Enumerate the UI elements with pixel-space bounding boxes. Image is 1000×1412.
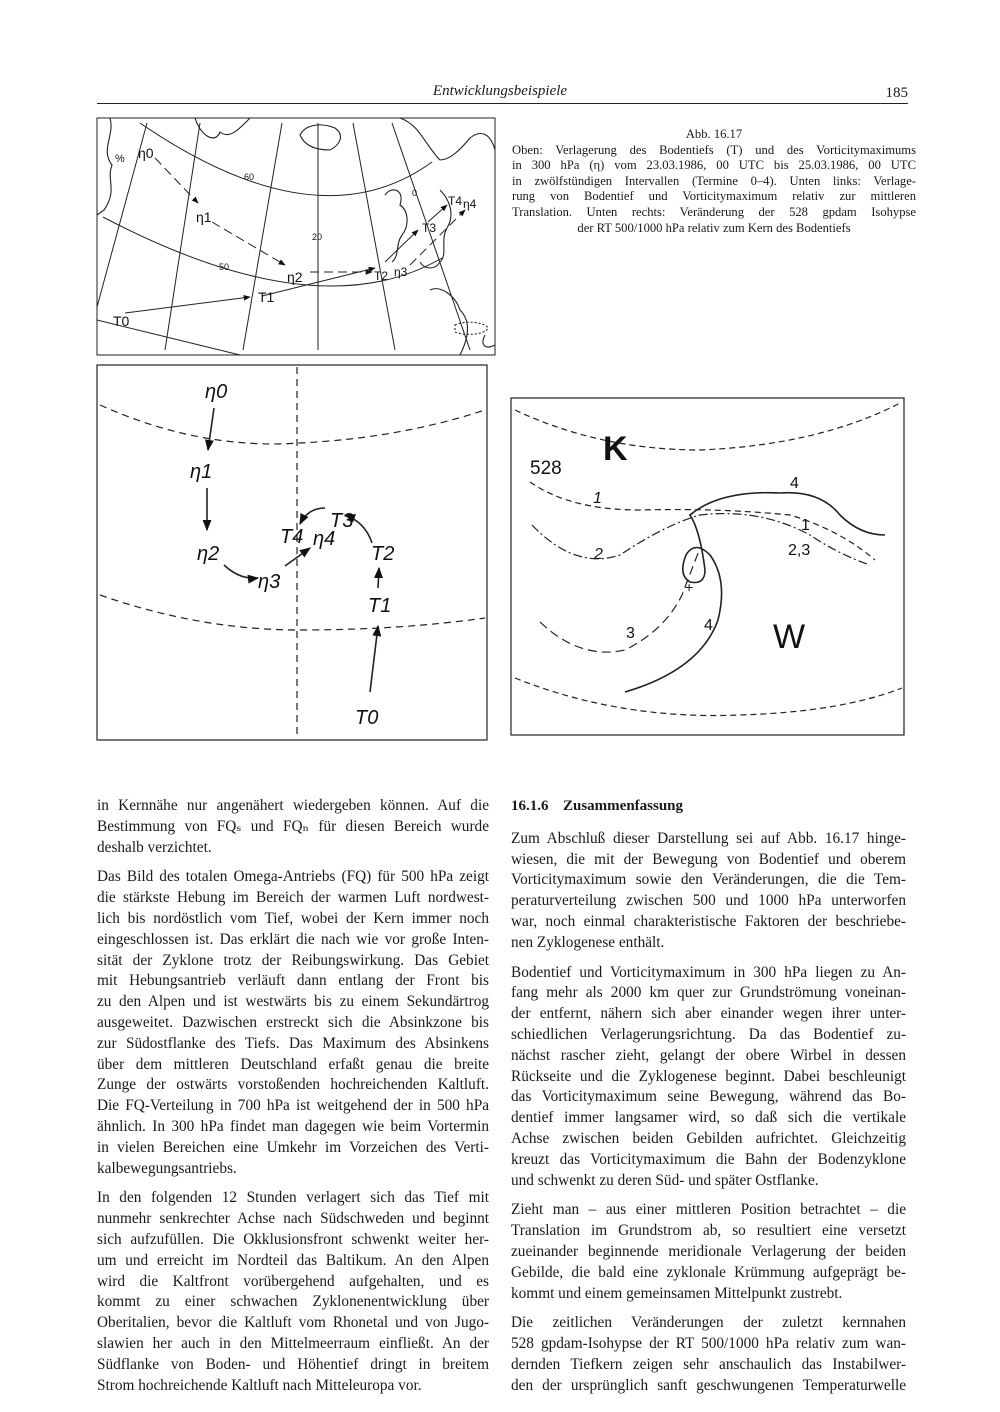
text-line: kommt zu einer schwachen Zyklonenentwicklung über [97,1293,489,1311]
caption-line: der RT 500/1000 hPa relativ zum Kern des Bodentiefs [577,220,851,235]
text-line: Achse zwischen beiden Gebilden aufrichtet. Gleichzeitig [511,1129,906,1147]
text-line: peraturverteilung zwischen 500 und 1000 hPa unterworfen [511,892,906,910]
map-frame [97,118,495,355]
curve-label-2-3: 2,3 [788,542,811,559]
paragraph [511,963,906,1192]
rel-T-1: T1 [368,595,392,617]
curve-label-4-left: 4 [704,617,713,634]
text-line: Gebilde, die bald eine zyklonale Krümmung aufgeprägt be- [511,1263,906,1281]
paragraph [511,1313,906,1396]
dashed-curve-upper [100,405,485,444]
text-line: wird die Kaltfront vorübergehend aufgehalten, und es [97,1272,489,1290]
text-line: in Kernnähe nur angenähert wiedergeben können. Auf die [97,797,489,814]
text-line: kalbewegungsantriebs. [97,1159,237,1177]
rel-T-0: T0 [355,707,379,729]
latitude-label-50: 50 [219,262,230,272]
map-misc-mark: % [115,153,125,165]
right-paragraphs [511,829,906,1397]
rel-T-3: T3 [330,510,354,532]
text-line: Die zeitlichen Veränderungen der zuletzt kernnahen [511,1314,906,1332]
section-title: Zusammenfassung [563,798,684,814]
isohypse-4 [625,493,885,692]
relative-labels [190,381,394,729]
text-line: kreuzt das Vorticitymaximum die Bahn der Bodenzyklone [511,1150,906,1168]
relative-displacement-diagram [97,365,487,740]
map-eta-0: η0 [138,145,154,161]
text-line: dentief immer langsamer wird, so daß sich die vertikale [511,1109,906,1127]
rel-eta-2: η2 [197,543,220,565]
warm-label-W: W [773,618,806,656]
map-T-2: T2 [374,269,389,283]
rel-eta-4: η4 [313,528,336,550]
text-line: um und erreicht im Nordteil das Baltikum. An den Alpen [97,1251,489,1269]
text-line: deshalb verzichtet. [97,838,212,856]
text-line: fang mehr als 2000 km quer zur Grundströmung voneinan- [511,984,906,1002]
text-line: zueinander beginnende meridionale Verlagerung der beiden [511,1242,906,1260]
curve-label-1-right: 1 [801,517,810,534]
isohypse-value-528: 528 [530,458,562,479]
text-line: schiedlichen Verlagerungsrichtung. Da das Bodentief zu- [511,1025,906,1043]
text-line: nächst rascher zieht, gelangt der obere Wirbel in dessen [511,1046,906,1064]
text-line: kommt und einem gemeinsamen Mittelpunkt zustrebt. [511,1284,843,1302]
text-line: über dem mittleren Deutschland erfaßt genau die breite [97,1055,489,1073]
curve-label-1: 1 [593,490,602,507]
paragraph [97,867,489,1179]
rel-eta-1: η1 [190,461,213,483]
map-track-labels [113,145,477,329]
text-line: eingeschlossen ist. Das erklärt die nach wie vor große Inten- [97,930,489,948]
left-text-column [97,796,489,1405]
caption-line: in zwölfstündigen Intervallen (Termine 0–4). Unten links: Verlage- [512,173,916,188]
caption-line: Oben: Verlagerung des Bodentiefs (T) und des Vorticitymaximums [512,142,916,157]
map-eta-4: η4 [463,197,477,211]
caption-line: in 300 hPa (η) vom 23.03.1986, 00 UTC bis 25.03.1986, 00 UTC [512,158,916,173]
rel-eta-0: η0 [205,381,228,403]
curve-label-3: 3 [626,625,635,642]
coastlines [97,118,495,355]
dashed-boundary-upper [515,402,902,450]
text-line: Bestimmung von FQₛ und FQₙ für diesen Bereich wurde [97,817,489,835]
curve-label-4-right: 4 [790,475,799,492]
relative-frame [97,365,487,740]
isohypse-3 [540,548,700,652]
rel-eta-3: η3 [258,571,281,593]
text-line: Bodentief und Vorticitymaximum in 300 hPa liegen zu An- [511,963,906,981]
text-line: Strom hochreichende Kaltluft nach Mitteleuropa vor. [97,1376,422,1394]
caption-line: Translation. Unten rechts: Veränderung der 528 gpdam Isohypse [512,204,916,219]
text-line: zur Südostflanke des Tiefs. Das Maximum des Absinkens [97,1034,489,1052]
relative-eta-track [207,408,310,578]
dashed-curve-lower [100,595,485,630]
paragraph [97,1188,489,1396]
text-line: nunmehr senkrechter Achse nach Südschweden und beginnt [97,1210,489,1228]
text-line: wiesen, die mit der Bewegung von Bodentief und oberem [511,850,906,868]
cold-label-K: K [603,430,628,468]
longitude-label-0: 0 [412,188,418,198]
right-text-column [511,796,906,1406]
map-eta-3: η3 [394,265,408,279]
text-line: lich bis nordöstlich vom Tief, wobei der Kern immer noch [97,909,489,927]
isohypse-diagram [511,398,904,735]
isohypse-2-3 [532,514,870,565]
map-eta-2: η2 [287,269,303,285]
text-line: Rückseite und die Zyklogenese beginnt. Dabei beschleunigt [511,1067,906,1085]
rel-T-2: T2 [371,543,395,565]
dashed-boundary-lower [515,678,902,716]
caption-line: rung von Bodentief und Vorticitymaximum relativ zur mittleren [512,189,916,204]
text-line: den der ursprünglich sanft geschwungenen Temperaturwelle [511,1376,906,1394]
text-line: Zum Abschluß dieser Darstellung sei auf Abb. 16.17 hinge- [511,829,906,847]
text-line: das Vorticitymaximum seine Bewegung, während das Bo- [511,1088,906,1106]
paragraph [511,1200,906,1304]
track-map [97,118,495,355]
text-line: zu den Alpen und ist westwärts bis zu einem Sekundärtrog [97,993,489,1011]
text-line: mit Hebungsantrieb verläuft dann entlang der Front bis [97,972,489,990]
text-line: ähnlich. In 300 hPa findet man dagegen wie beim Vortermin [97,1117,489,1135]
text-line: In den folgenden 12 Stunden verlagert sich das Tief mit [97,1189,489,1207]
text-line: Die FQ-Verteilung in 700 hPa ist weitgehend der in 500 hPa [97,1097,489,1115]
paragraph [511,829,906,954]
isohypse-frame [511,398,904,735]
text-line: Zieht man – aus einer mittleren Position betrachtet – die [511,1201,906,1219]
text-line: Südflanke von Boden- und Höhentief dringt in breitem [97,1355,489,1373]
text-line: die stärkste Hebung im Bereich der warmen Luft nordwest- [97,889,489,907]
text-line: Oberitalien, bevor die Kaltluft vom Rhonetal und von Jugo- [97,1314,489,1332]
map-eta-1: η1 [196,209,212,225]
text-line: in vielen Bereichen eine Umkehr im Vorzeichen des Verti- [97,1138,489,1156]
map-T-3: T3 [422,221,437,235]
text-line: dernden Tiefkern zeigen sehr anschaulich das Instabilwer- [511,1355,906,1373]
caption-title: Abb. 16.17 [685,127,743,141]
text-line: ausgeweitet. Dazwischen erstreckt sich die Absinkzone bis [97,1013,489,1031]
text-line: der entfernt, nähern sich aber einander wegen ihrer unter- [511,1005,906,1023]
text-line: nen Zyklogenese enthält. [511,933,665,951]
paragraph [97,796,489,858]
map-T-4: T4 [448,194,463,208]
map-T-0: T0 [113,313,130,329]
curve-label-2: 2 [594,546,603,563]
text-line: slawien her auch in den Mittelmeerraum einfließt. An der [97,1334,489,1352]
latitude-label-60: 60 [244,172,255,182]
text-line: sich aufzufüllen. Die Okklusionsfront schwenkt weiter her- [97,1230,489,1248]
low-core-marker: + [685,579,694,595]
text-line: war, noch einmal charakteristische Faktoren der beschriebe- [511,912,906,930]
running-title: Entwicklungsbeispiele [432,83,568,99]
rel-T-4: T4 [280,526,304,548]
page-number: 185 [885,85,908,101]
longitude-label-20: 20 [312,232,323,242]
text-line: und schwenkt zu deren Süd- und später Ostflanke. [511,1171,819,1189]
isohypse-labels [530,430,810,656]
text-line: Vorticitymaximum sowie den Veränderungen, die die Tem- [511,871,906,889]
section-number: 16.1.6 [511,798,549,814]
text-line: Zunge der ostwärts vorstoßenden hochreichenden Kaltluft. [97,1076,489,1094]
text-line: sität der Zyklone trotz der Reibungswirkung. Das Gebiet [97,951,489,969]
map-T-1: T1 [258,289,275,305]
text-line: Das Bild des totalen Omega-Antriebs (FQ) für 500 hPa zeigt [97,868,489,886]
section-heading [511,796,906,817]
text-line: 528 gpdam-Isohypse der RT 500/1000 hPa relativ zum wan- [511,1335,906,1353]
text-line: Translation im Grundstrom ab, so resultiert eine versetzt [511,1222,906,1240]
